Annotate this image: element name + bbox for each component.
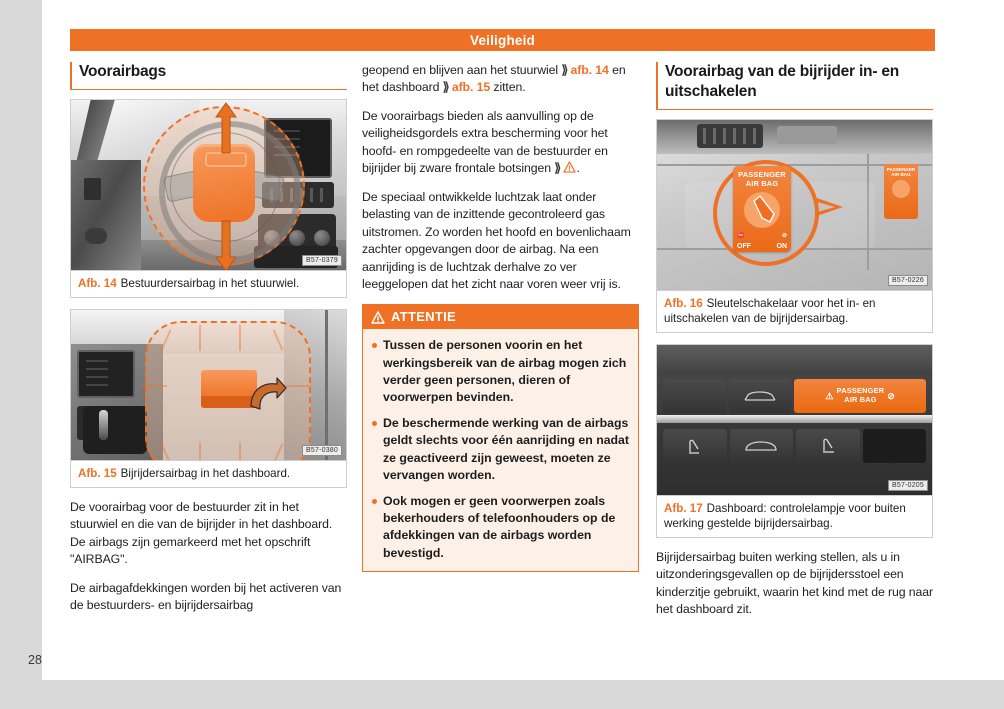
- figure-17-caption-text: Dashboard: controlelampje voor buiten werking gestelde bijrijdersairbag.: [664, 501, 906, 530]
- car-icon: [743, 389, 777, 403]
- figure-17-image: [657, 345, 932, 496]
- figure-16-caption: [657, 291, 932, 332]
- left-section-title: Voorairbags: [70, 62, 347, 90]
- figure-16-image-code: B57-0226: [888, 275, 928, 286]
- lower-button-row: [663, 429, 926, 463]
- warning-box-header: [363, 305, 638, 329]
- right-column: [656, 62, 933, 619]
- figure-17-label: Afb. 17: [664, 501, 703, 515]
- figure-14: [70, 99, 347, 298]
- steering-wheel-airbag-graphic: [143, 106, 305, 266]
- indicator-off-icon: ⚠: [825, 390, 834, 401]
- middle-paragraph-2: De speciaal ontwikkelde luchtzak laat onder belasting van de inzittende gecontroleerd gas uitstromen. Zo worden het hoofd en bovenlichaam zachter opgevangen door de airbag. Na een aanrijding is de luchtzak derhalve zo ver leeggelopen dat het zicht naar voren weer vrij is.: [362, 189, 631, 291]
- figure-15-caption: [71, 461, 346, 487]
- right-paragraph-1: Bijrijdersairbag buiten werking stellen, als u in uitzonderingsgevallen op de bijrijdersstoel een kinderzitje gebruikt, waarin het kind met de rug naar het dashboard zit.: [656, 549, 933, 617]
- dashboard-button-seat[interactable]: [796, 429, 860, 463]
- figure-14-caption: [71, 271, 346, 297]
- seat-icon: [685, 437, 705, 455]
- warning-triangle-icon: [563, 161, 576, 173]
- warning-box: [362, 304, 639, 571]
- figure-16: [656, 119, 933, 333]
- opening-flap-arrow-icon: [247, 376, 281, 414]
- figure-15-label: Afb. 15: [78, 466, 117, 480]
- infotainment-screen-icon: [77, 350, 135, 398]
- warning-item: De beschermende werking van de airbags geldt slechts voor één aanrijding en nadat ze geactiveerd zijn geweest, moeten ze vervangen worden.: [372, 415, 629, 484]
- dashboard-display-panel[interactable]: [863, 429, 927, 463]
- figure-14-image: [71, 100, 346, 271]
- warning-triangle-icon: [371, 311, 384, 323]
- upper-button-row: [663, 379, 926, 413]
- figure-14-label: Afb. 14: [78, 276, 117, 290]
- figure-14-image-code: B57-0379: [302, 255, 342, 266]
- figure-17-image-code: B57-0205: [888, 480, 928, 491]
- indicator-line-2: AIR BAG: [844, 394, 877, 404]
- figure-15-image: [71, 310, 346, 461]
- figure-14-caption-text: Bestuurdersairbag in het stuurwiel.: [120, 276, 300, 290]
- figure-17-caption: [657, 496, 932, 537]
- heated-seat-icon: [818, 437, 838, 455]
- figure-17: [656, 344, 933, 538]
- key-switch-line-1: PASSENGER: [738, 169, 786, 179]
- gear-shifter-icon: [83, 406, 147, 454]
- car-icon: [744, 439, 778, 453]
- warning-item: Tussen de personen voorin en het werkingsbereik van de airbag mogen zich verder geen personen, dieren of voorwerpen bevinden.: [372, 337, 629, 406]
- dashboard-button-trunk[interactable]: [729, 379, 792, 413]
- middle-continuation-paragraph: [362, 62, 639, 97]
- airbag-off-symbol-icon: ⛔: [737, 232, 745, 239]
- airbag-pad-icon: [193, 144, 255, 222]
- continuation-part-3: zitten.: [493, 80, 526, 95]
- left-paragraph-2: De airbagafdekkingen worden bij het activeren van de bestuurders- en bijrijdersairbag: [70, 580, 342, 613]
- warning-item: Ook mogen er geen voorwerpen zoals bekerhouders of telefoonhouders op de afdekkingen van de airbags worden bevestigd.: [372, 493, 629, 562]
- key-switch-off-label: OFF: [737, 242, 751, 250]
- indicator-on-icon: ⊘: [887, 390, 896, 401]
- arrow-up-icon: [215, 102, 237, 154]
- left-paragraph-1: De voorairbag voor de bestuurder zit in het stuurwiel en die van de bijrijder in het dashboard. De airbags zijn gemarkeerd met het opschrift "AIRBAG".: [70, 499, 333, 567]
- figure-15: [70, 309, 347, 488]
- airbag-warning-sticker: [884, 164, 918, 219]
- figure-16-caption-text: Sleutelschakelaar voor het in- en uitschakelen van de bijrijdersairbag.: [664, 296, 876, 325]
- air-vent-icon: [697, 124, 763, 148]
- airbag-on-symbol-icon: ⊘: [781, 232, 787, 239]
- reference-chevron-icon: ⟫: [442, 80, 449, 95]
- dashboard-button-seat-heater[interactable]: [663, 429, 727, 463]
- middle-paragraph-1: De voorairbags bieden als aanvulling op de veiligheidsgordels extra bescherming voor het hoofd- en rompgedeelte van de bestuurder en bijrijder bij zware frontale botsingen ⟫ .: [362, 108, 608, 176]
- figure-16-image: [657, 120, 932, 291]
- figure-15-image-code: B57-0380: [302, 445, 342, 456]
- figure-reference-15[interactable]: afb. 15: [451, 80, 491, 95]
- warning-box-body: [363, 329, 638, 570]
- passenger-airbag-indicator: [794, 379, 926, 413]
- key-switch-on-label: ON: [776, 242, 787, 250]
- middle-column: [362, 62, 639, 572]
- key-slot-icon: [744, 192, 780, 228]
- dashboard-button-car[interactable]: [730, 429, 794, 463]
- left-column: [70, 62, 347, 615]
- warning-box-title: ATTENTIE: [391, 309, 456, 325]
- header-title: Veiligheid: [469, 32, 536, 48]
- figure-15-caption-text: Bijrijdersairbag in het dashboard.: [120, 466, 291, 480]
- key-switch-line-2: AIR BAG: [745, 178, 779, 188]
- figure-16-label: Afb. 16: [664, 296, 703, 310]
- passenger-airbag-key-switch[interactable]: [733, 166, 791, 252]
- indicator-line-1: PASSENGER: [836, 386, 885, 396]
- figure-reference-14[interactable]: afb. 14: [570, 63, 609, 77]
- sticker-line-2: AIR BAG: [891, 171, 911, 177]
- reference-chevron-icon: ⟫: [561, 63, 568, 77]
- arrow-down-icon: [215, 220, 237, 271]
- sticker-line-1: PASSENGER: [886, 166, 916, 172]
- content-columns: [70, 62, 938, 652]
- continuation-part-1: geopend en blijven aan het stuurwiel: [362, 63, 559, 77]
- middle-paragraph-1-text: De voorairbags bieden als aanvulling op de veiligheidsgordels extra bescherming voor het hoofd- en rompgedeelte van de bestuurder en bijrijder bij zware frontale botsingen: [362, 108, 608, 176]
- reference-chevron-icon: ⟫: [554, 161, 561, 176]
- page-header-banner: [70, 29, 935, 51]
- dashboard-button[interactable]: [663, 379, 726, 413]
- page-number: 28: [28, 653, 42, 667]
- dashboard-console-illustration: [657, 345, 932, 495]
- right-section-title: Voorairbag van de bijrijder in- en uitschakelen: [656, 62, 933, 110]
- continuation-part-2: en het dashboard: [362, 63, 626, 95]
